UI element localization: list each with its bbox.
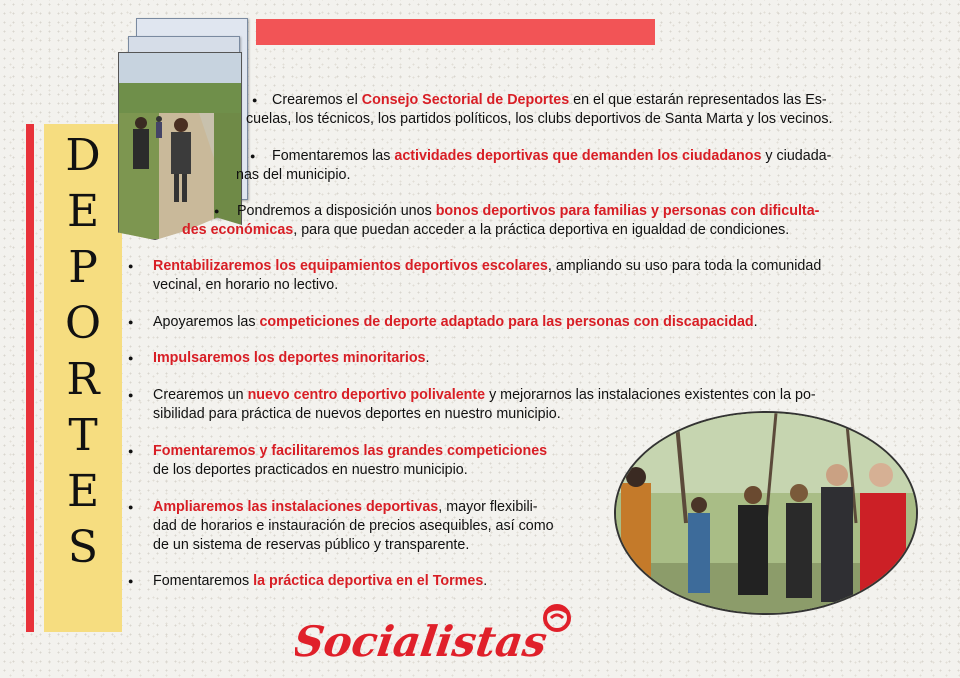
title-letter: E [66,186,100,237]
list-item: ● Ampliaremos las instalaciones deportivas, mayor flexibili- dad de horarios e instauración de precios asequibles, así como de un sistema de reservas público y transparente. [128,499,554,553]
list-item: ● Apoyaremos las competiciones de deporte adaptado para las personas con discapacidad. [128,314,758,330]
list-item: ● Rentabilizaremos los equipamientos deportivos escolares, ampliando su uso para toda la comunidad vecinal, en horario no lectivo. [128,258,822,293]
group-photo [614,411,918,615]
list-item: ● Fomentaremos la práctica deportiva en el Tormes. [128,573,488,589]
title-letter: E [66,466,100,517]
title-letter: D [65,130,101,181]
list-item: ● Crearemos el Consejo Sectorial de Deportes en el que estarán representados las Es- cuelas, los técnicos, los partidos políticos, los clubs deportivos de Santa Marta y los vecinos. [246,92,833,127]
list-item: ● Fomentaremos y facilitaremos las grandes competiciones de los deportes practicados en nuestro municipio. [128,443,548,478]
title-letter: R [66,354,100,405]
title-letter: S [67,522,99,573]
title-letter: O [64,298,102,349]
title-letter: P [68,242,98,293]
list-item: ● Impulsaremos los deportes minoritarios. [128,350,430,366]
list-item: ● Crearemos un nuevo centro deportivo polivalente y mejorarnos las instalaciones existentes con la po- sibilidad para práctica de nuevos deportes en nuestro municipio. [128,387,816,422]
logo-wordmark: Socialistas [295,616,551,666]
list-item: ● Fomentaremos las actividades deportivas que demanden los ciudadanos y ciudada- nas del municipio. [236,148,832,183]
title-letter: T [68,410,98,461]
socialistas-logo [295,604,625,668]
list-item: ● Pondremos a disposición unos bonos deportivos para familias y personas con dificulta- des económicas, para que puedan acceder a la práctica deportiva en igualdad de condiciones. [182,203,820,238]
